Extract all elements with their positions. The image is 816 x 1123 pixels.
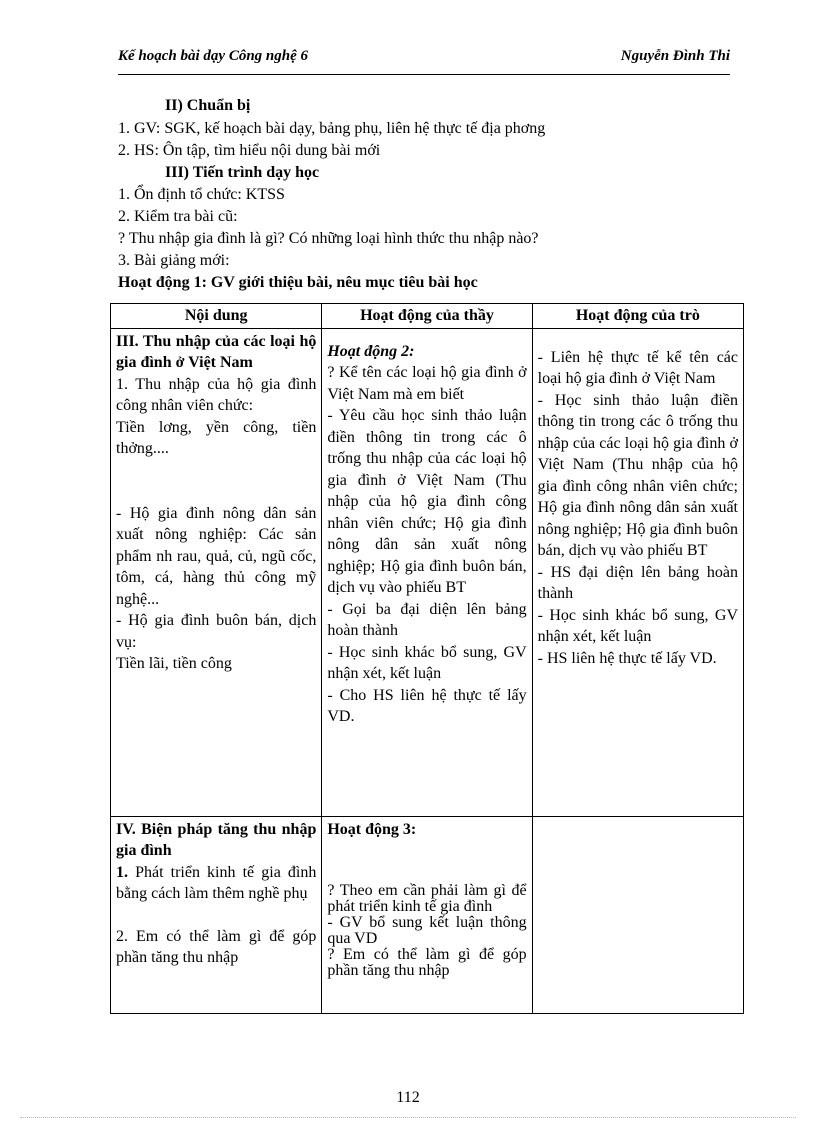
header-teacher-activity: Hoạt động của thầy [322,304,532,329]
lesson-activity-table [110,303,744,1014]
teacher-cell [322,328,532,816]
step-organization: 1. Ổn định tổ chức: KTSS [118,186,285,203]
activity-heading: Hoạt động 2: [327,342,415,360]
content-cell [111,816,322,1014]
content-number: 1. [116,863,128,881]
content-cell [111,328,322,816]
teacher-paragraph: ? Kể tên các loại hộ gia đình ở Việt Nam mà em biết [327,364,527,403]
student-paragraph: - Học sinh thảo luận điền thông tin trong các ô trống thu nhập của các loại hộ gia đình ở Việt Nam (Thu nhập của hộ gia đình công nhân viên chức; Hộ gia đình nông dân sản xuất nông nghiệp; Hộ gia đình buôn bán, dịch vụ vào phiếu BT [537,391,738,559]
section-procedure-title: III) Tiến trình dạy học [165,164,320,181]
content-paragraph: Tiền lơng, yền công, tiền thởng.... [116,418,317,457]
student-paragraph: - Học sinh khác bổ sung, GV nhận xét, kết luận [537,606,738,645]
teacher-paragraph: ? Theo em cần phải làm gì để phát triển kinh tế gia đình [327,882,527,915]
content-paragraph [116,862,316,905]
content-paragraph: Tiền lãi, tiền công [116,655,232,672]
header-student-activity: Hoạt động của trò [532,304,743,329]
table-row [111,328,744,816]
step-old-lesson-check: 2. Kiểm tra bài cũ: [118,208,238,225]
activity-heading: Hoạt động 3: [327,820,417,838]
step-new-lesson: 3. Bài giảng mới: [118,252,230,269]
student-cell [532,816,743,1014]
teacher-preparation: 1. GV: SGK, kế hoạch bài dạy, bảng phụ, liên hệ thực tế địa phơng [118,120,546,137]
review-question: ? Thu nhập gia đình là gì? Có những loại hình thức thu nhập nào? [118,230,539,247]
content-heading: III. Thu nhập của các loại hộ gia đình ở Việt Nam [116,332,317,371]
student-paragraph: - HS liên hệ thực tế lấy VD. [537,649,717,667]
content-paragraph: - Hộ gia đình nông dân sản xuất nông nghiệp: Các sản phẩm nh rau, quả, củ, ngũ cốc, tôm, cá, hàng thủ công mỹ nghệ... [116,504,317,608]
section-preparation-title: II) Chuẩn bị [165,97,251,114]
teacher-paragraph: - Học sinh khác bổ sung, GV nhận xét, kết luận [327,643,527,682]
header-author: Nguyễn Đình Thi [620,48,730,64]
page-number: 112 [396,1089,420,1106]
teacher-paragraph: - Gọi ba đại diện lên bảng hoàn thành [327,600,527,639]
teacher-cell [322,816,532,1014]
student-paragraph: - HS đại diện lên bảng hoàn thành [537,563,738,602]
page-header [118,48,730,75]
teacher-paragraph: - Yêu cầu học sinh thảo luận điền thông tin trong các ô trống thu nhập của các loại hộ gia đình ở Việt Nam (Thu nhập của hộ gia đình công nhân viên chức; Hộ gia đình nông dân sản xuất nông nghiệp; Hộ gia đình buôn bán, dịch vụ vào phiếu BT [327,407,527,596]
student-paragraph: - Liên hệ thực tế kể tên các loại hộ gia đình ở Việt Nam [537,348,738,387]
student-preparation: 2. HS: Ôn tập, tìm hiểu nội dung bài mới [118,142,381,159]
footer-divider [20,1117,796,1118]
table-row [111,816,744,1014]
student-cell [532,328,743,816]
table-header-row [111,304,744,329]
teacher-paragraph: - GV bổ sung kết luận thông qua VD [327,914,527,947]
content-text: Phát triển kinh tế gia đình bằng cách làm thêm nghề phụ [116,863,317,902]
content-heading: IV. Biện pháp tăng thu nhập gia đình [116,820,317,859]
content-paragraph: 2. Em có thể làm gì để góp phần tăng thu nhập [116,927,317,966]
teacher-paragraph: ? Em có thể làm gì để góp phần tăng thu nhập [327,946,527,979]
content-paragraph: 1. Thu nhập của hộ gia đình công nhân viên chức: [116,375,317,414]
header-content: Nội dung [111,304,322,329]
activity-1-heading: Hoạt động 1: GV giới thiệu bài, nêu mục tiêu bài học [118,274,478,291]
teacher-paragraph: - Cho HS liên hệ thực tế lấy VD. [327,686,527,725]
content-paragraph: - Hộ gia đình buôn bán, dịch vụ: [116,612,317,651]
header-lesson-plan-title: Kế hoạch bài dạy Công nghệ 6 [118,48,309,64]
